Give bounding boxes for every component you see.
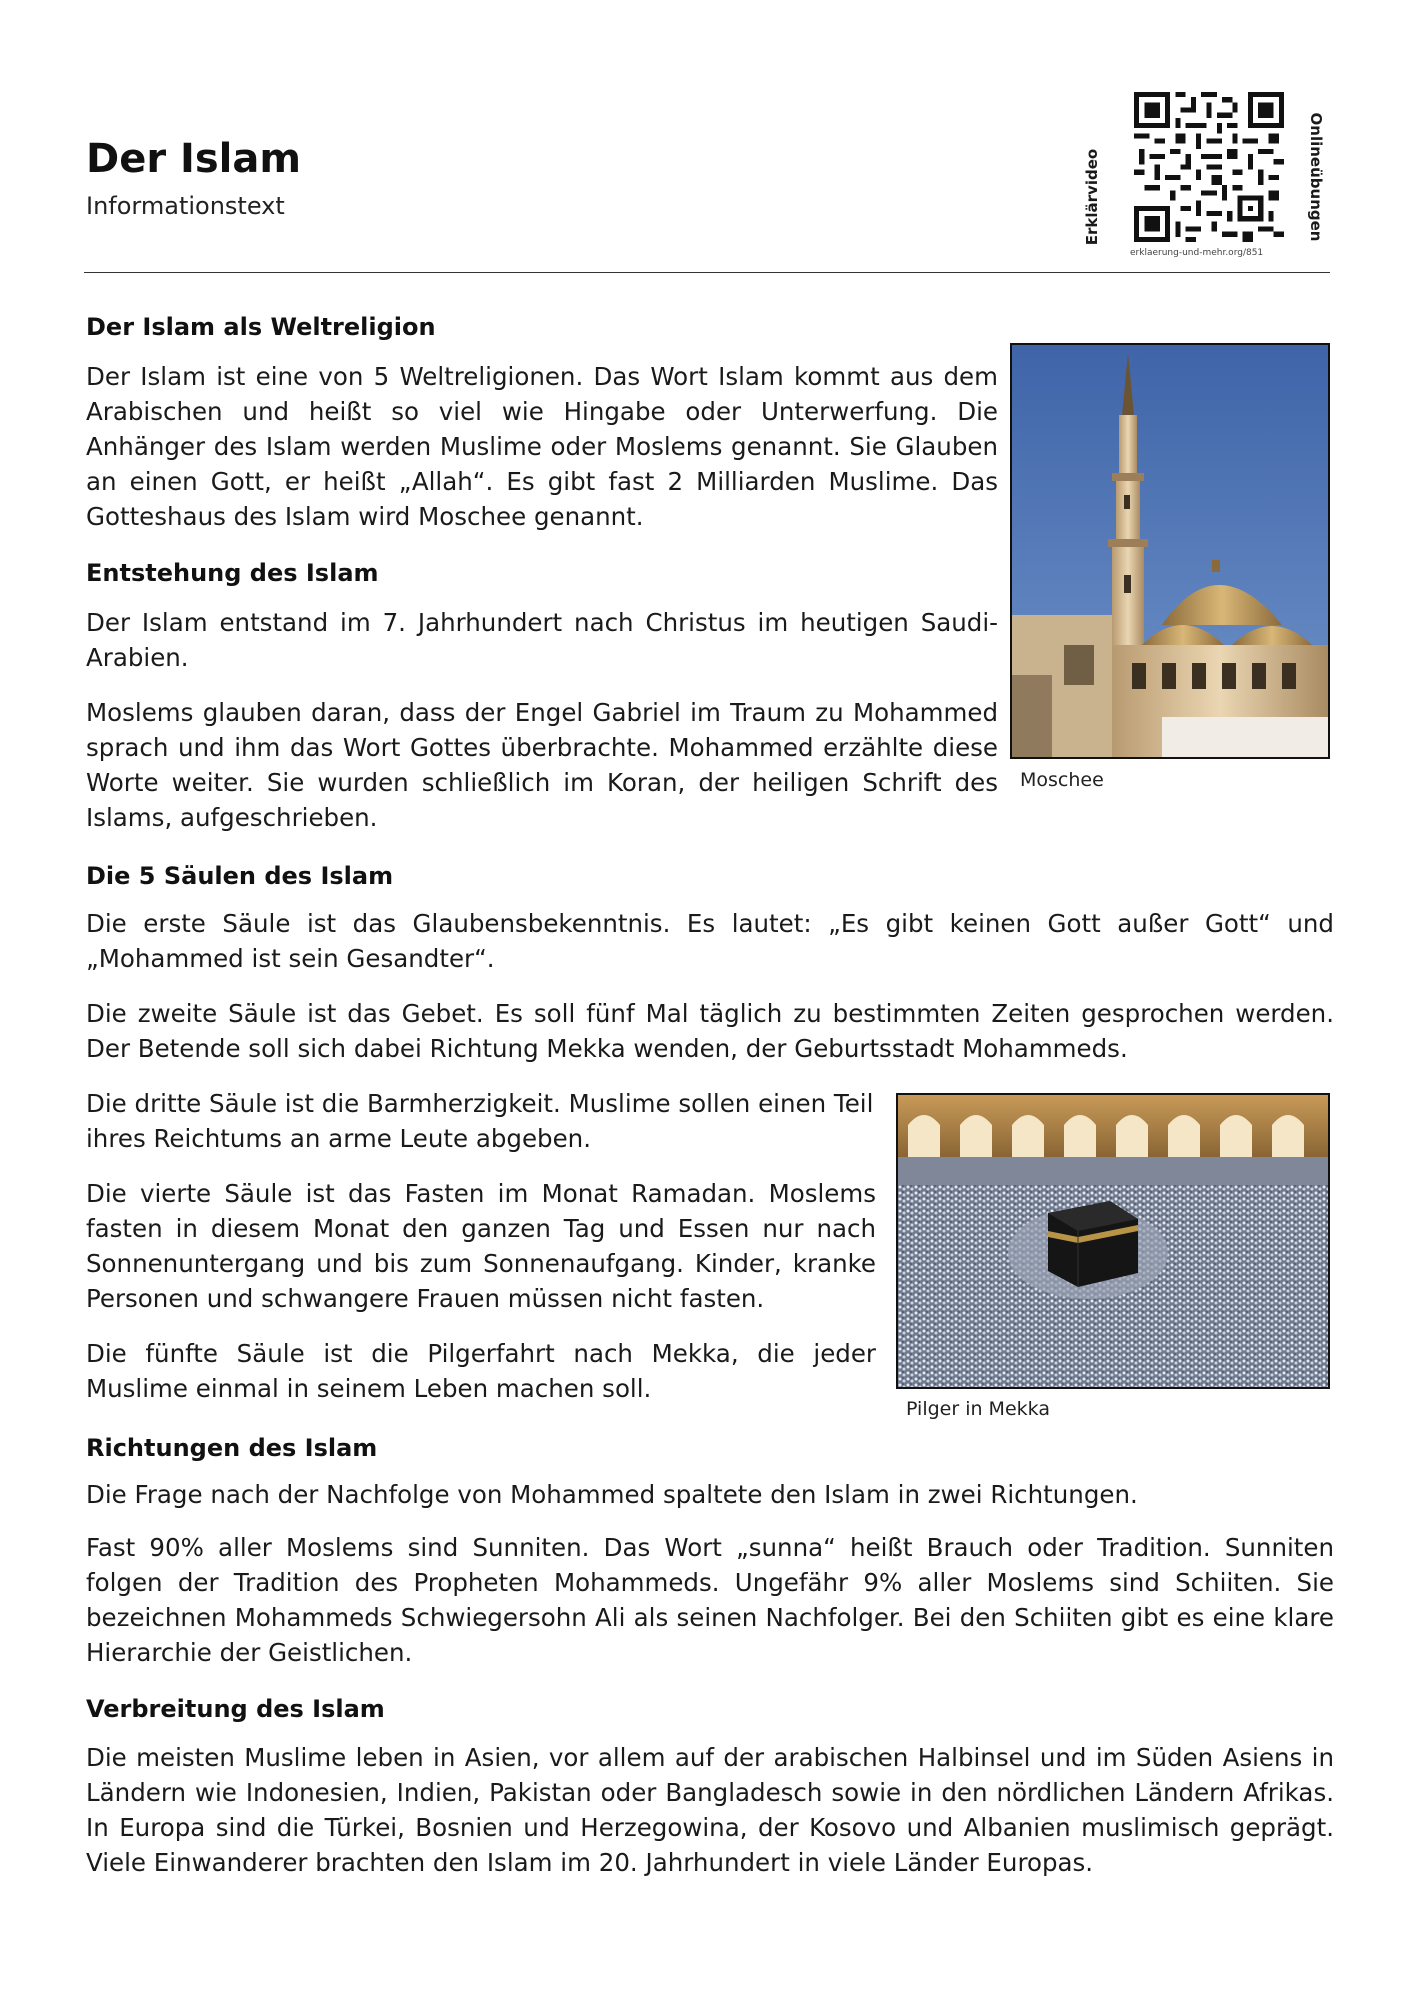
paragraph-saeule-2: Die zweite Säule ist das Gebet. Es soll fünf Mal täglich zu bestimmten Zeiten gesprochen werden. Der Betende soll sich dabei Richtung Mekka wenden, der Geburtsstadt Mohammeds. (86, 999, 1334, 1063)
paragraph-weltreligion: Der Islam ist eine von 5 Weltreligionen. Das Wort Islam kommt aus dem Arabischen und heißt so viel wie Hingabe oder Unterwerfung. Die Anhänger des Islam werden Muslime oder Moslems genannt. Sie Glauben an einen Gott, er heißt „Allah“. Es gibt fast 2 Milliarden Muslime. Das Gotteshaus des Islam wird Moschee genannt. (86, 362, 998, 531)
qr-code[interactable] (1134, 92, 1284, 242)
qr-online-exercises-label: Onlineübungen (1307, 112, 1325, 242)
mosque-photo (1010, 343, 1330, 759)
qr-block (1082, 88, 1342, 268)
section-heading-saeulen: Die 5 Säulen des Islam (86, 862, 394, 890)
paragraph-saeule-5: Die fünfte Säule ist die Pilgerfahrt nach Mekka, die jeder Muslime einmal in seinem Leben machen soll. (86, 1339, 876, 1403)
mosque-illustration (1012, 345, 1328, 757)
paragraph-saeule-3: Die dritte Säule ist die Barmherzigkeit. Muslime sollen einen Teil ihres Reichtums an arme Leute abgeben. (86, 1089, 874, 1153)
paragraph-entstehung-2: Moslems glauben daran, dass der Engel Gabriel im Traum zu Mohammed sprach und ihm das Wort Gottes überbrachte. Mohammed erzählte diese Worte weiter. Sie wurden schließlich im Koran, der heiligen Schrift des Islams, aufgeschrieben. (86, 698, 998, 832)
qr-explainer-video-label: Erklärvideo (1083, 148, 1101, 246)
section-heading-weltreligion: Der Islam als Weltreligion (86, 313, 436, 341)
mecca-photo (896, 1093, 1330, 1389)
header-divider (84, 272, 1330, 273)
paragraph-saeule-4: Die vierte Säule ist das Fasten im Monat Ramadan. Moslems fasten in diesem Monat den ganzen Tag und Essen nur nach Sonnenuntergang und bis zum Sonnenaufgang. Kinder, kranke Personen und schwangere Frauen müssen nicht fasten. (86, 1179, 876, 1313)
mosque-caption: Moschee (1020, 769, 1104, 791)
page-subtitle: Informationstext (86, 192, 285, 220)
section-heading-entstehung: Entstehung des Islam (86, 559, 379, 587)
paragraph-verbreitung: Die meisten Muslime leben in Asien, vor allem auf der arabischen Halbinsel und im Süden Asiens in Ländern wie Indonesien, Indien, Pakistan oder Bangladesch sowie in den nördlichen Ländern Afrikas. In Europa sind die Türkei, Bosnien und Herzegowina, der Kosovo und Albanien muslimisch geprägt. Viele Einwanderer brachten den Islam im 20. Jahrhundert in viele Länder Europas. (86, 1743, 1334, 1877)
mecca-illustration (898, 1095, 1328, 1387)
paragraph-saeule-1: Die erste Säule ist das Glaubensbekenntnis. Es lautet: „Es gibt keinen Gott außer Gott“ und „Mohammed ist sein Gesandter“. (86, 909, 1334, 973)
section-heading-verbreitung: Verbreitung des Islam (86, 1695, 385, 1723)
paragraph-richtungen-1: Die Frage nach der Nachfolge von Mohammed spaltete den Islam in zwei Richtungen. (86, 1480, 1138, 1509)
section-heading-richtungen: Richtungen des Islam (86, 1434, 378, 1462)
qr-url-text[interactable]: erklaerung-und-mehr.org/851 (1130, 248, 1264, 258)
paragraph-entstehung-1: Der Islam entstand im 7. Jahrhundert nach Christus im heutigen Saudi-Arabien. (86, 608, 998, 672)
mecca-caption: Pilger in Mekka (906, 1398, 1050, 1420)
paragraph-richtungen-2: Fast 90% aller Moslems sind Sunniten. Das Wort „sunna“ heißt Brauch oder Tradition. Sunniten folgen der Tradition des Propheten Mohammeds. Ungefähr 9% aller Moslems sind Schiiten. Sie bezeichnen Mohammeds Schwiegersohn Ali als seinen Nachfolger. Bei den Schiiten gibt es eine klare Hierarchie der Geistlichen. (86, 1533, 1334, 1667)
page-title: Der Islam (86, 136, 302, 182)
